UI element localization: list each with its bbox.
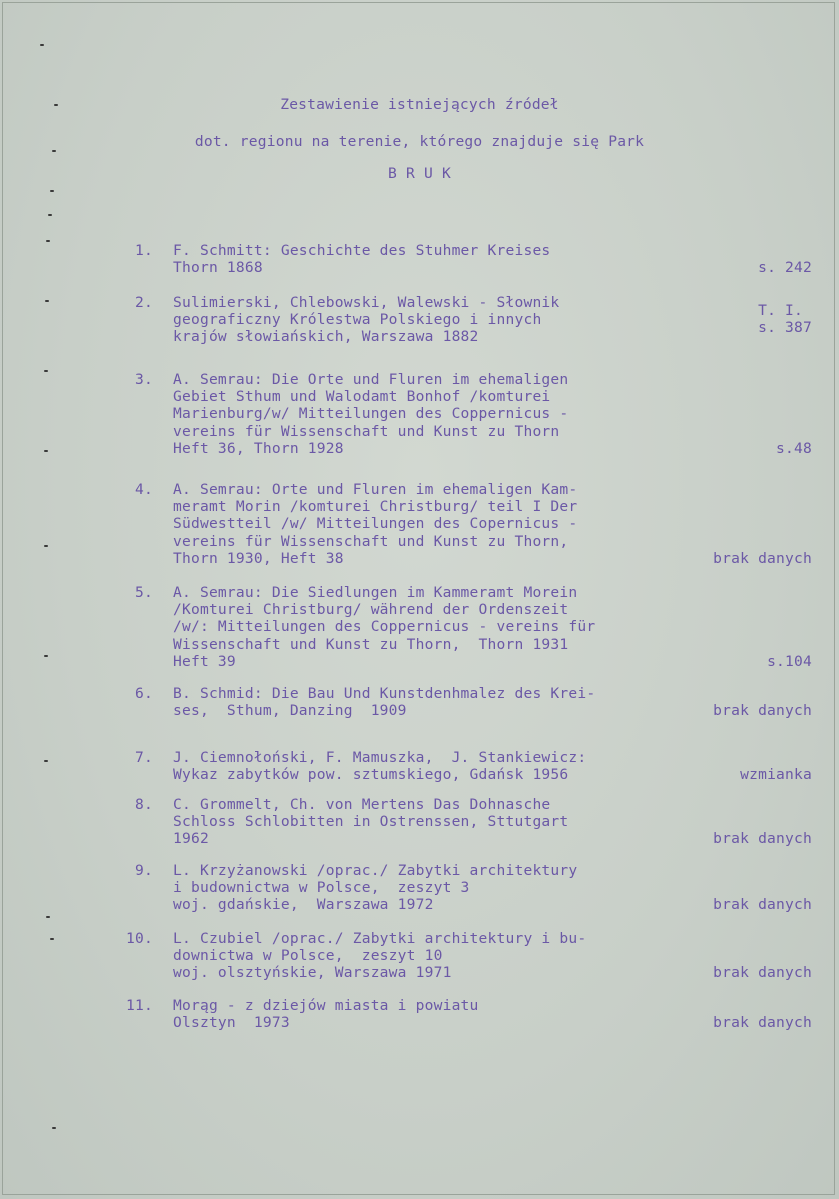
entry-line: 1962 xyxy=(173,830,209,848)
entry-reference xyxy=(713,896,812,913)
entry-line: /Komturei Christburg/ während der Ordenszeit xyxy=(173,601,569,619)
entry-line: F. Schmitt: Geschichte des Stuhmer Kreises xyxy=(173,242,551,259)
reference-line: brak danych xyxy=(713,1014,812,1032)
entry-line: Morąg - z dziejów miasta i powiatu xyxy=(173,997,479,1014)
entry-line: Heft 39 xyxy=(173,652,236,670)
entry-text xyxy=(173,796,568,848)
margin-dot xyxy=(40,44,44,46)
entry-line: downictwa w Polsce, zeszyt 10 xyxy=(173,947,443,965)
entry-number: 8. xyxy=(135,796,153,813)
entry-line: ses, Sthum, Danzing 1909 xyxy=(173,702,407,720)
entry-reference xyxy=(713,550,812,567)
margin-dot xyxy=(48,214,52,216)
reference-line: s. 387 xyxy=(758,319,812,337)
entry-line: krajów słowiańskich, Warszawa 1882 xyxy=(173,328,479,346)
reference-line: wzmianka xyxy=(740,766,812,784)
entry-text xyxy=(173,584,595,670)
entry-number: 7. xyxy=(135,749,153,766)
entry-line: /w/: Mitteilungen des Coppernicus - vereins für xyxy=(173,618,596,636)
entry-line: Südwestteil /w/ Mitteilungen des Copernicus - xyxy=(173,515,578,533)
entry-line: B. Schmid: Die Bau Und Kunstdenhmalez des Krei- xyxy=(173,685,596,702)
entry-text xyxy=(173,749,586,783)
entry-line: A. Semrau: Die Orte und Fluren im ehemaligen xyxy=(173,371,569,388)
entry-line: i budownictwa w Polsce, zeszyt 3 xyxy=(173,879,470,897)
reference-line: s.48 xyxy=(776,439,812,457)
margin-dot xyxy=(46,916,50,918)
margin-dot xyxy=(50,190,54,192)
margin-dot xyxy=(46,240,50,242)
entry-reference xyxy=(713,1014,812,1031)
margin-dot xyxy=(44,545,48,547)
reference-line: brak danych xyxy=(713,896,812,914)
entry-line: meramt Morin /komturei Christburg/ teil I Der xyxy=(173,498,578,516)
entry-line: Thorn 1868 xyxy=(173,259,263,277)
reference-line: brak danych xyxy=(713,964,812,982)
entry-line: vereins für Wissenschaft und Kunst zu Thorn, xyxy=(173,532,569,550)
entry-text xyxy=(173,862,577,914)
margin-dot xyxy=(44,370,48,372)
entry-reference xyxy=(713,830,812,847)
entry-reference xyxy=(713,702,812,719)
entry-line: Gebiet Sthum und Walodamt Bonhof /komturei xyxy=(173,388,551,406)
entry-line: woj. olsztyńskie, Warszawa 1971 xyxy=(173,964,452,982)
margin-dot xyxy=(44,760,48,762)
margin-dot xyxy=(52,1127,56,1129)
entry-line: Sulimierski, Chlebowski, Walewski - Słownik xyxy=(173,294,560,311)
reference-line: brak danych xyxy=(713,549,812,567)
reference-line: brak danych xyxy=(713,702,812,720)
margin-dot xyxy=(45,300,49,302)
margin-dot xyxy=(44,655,48,657)
entry-line: Wissenschaft und Kunst zu Thorn, Thorn 1931 xyxy=(173,635,569,653)
entry-number: 5. xyxy=(135,584,153,601)
reference-line: s. 242 xyxy=(758,259,812,277)
entry-reference xyxy=(767,653,812,670)
entry-reference xyxy=(758,302,812,336)
entry-reference xyxy=(740,766,812,783)
entry-reference xyxy=(758,259,812,276)
entry-text xyxy=(173,481,577,567)
entry-text xyxy=(173,294,559,346)
entry-number: 3. xyxy=(135,371,153,388)
entry-text xyxy=(173,242,550,276)
entry-text xyxy=(173,997,479,1031)
entry-line: Olsztyn 1973 xyxy=(173,1014,290,1032)
reference-line: brak danych xyxy=(713,830,812,848)
entry-number: 4. xyxy=(135,481,153,498)
entry-line: Heft 36, Thorn 1928 xyxy=(173,439,344,457)
entry-number: 1. xyxy=(135,242,153,259)
entry-line: C. Grommelt, Ch. von Mertens Das Dohnasche xyxy=(173,796,551,813)
entry-line: woj. gdańskie, Warszawa 1972 xyxy=(173,896,434,914)
entry-text xyxy=(173,685,595,719)
entry-text xyxy=(173,930,586,982)
entry-reference xyxy=(713,964,812,981)
entry-line: Schloss Schlobitten in Ostrenssen, Sttutgart xyxy=(173,813,569,831)
document-park-name: B R U K xyxy=(388,165,451,182)
document-subtitle: dot. regionu na terenie, którego znajduje się Park xyxy=(194,133,645,150)
entry-line: L. Czubiel /oprac./ Zabytki architektury i bu- xyxy=(173,930,587,947)
entry-number: 11. xyxy=(126,997,153,1014)
entry-text xyxy=(173,371,568,457)
document-title: Zestawienie istniejących źródeł xyxy=(280,96,559,113)
entry-number: 6. xyxy=(135,685,153,702)
entry-line: A. Semrau: Die Siedlungen im Kammeramt Morein xyxy=(173,584,578,601)
margin-dot xyxy=(44,450,48,452)
entry-line: Thorn 1930, Heft 38 xyxy=(173,549,344,567)
entry-line: Wykaz zabytków pow. sztumskiego, Gdańsk 1956 xyxy=(173,766,569,784)
entry-number: 2. xyxy=(135,294,153,311)
entry-line: geograficzny Królestwa Polskiego i innych xyxy=(173,311,542,329)
reference-line: s.104 xyxy=(767,652,812,670)
entry-line: L. Krzyżanowski /oprac./ Zabytki architektury xyxy=(173,862,578,879)
entry-line: A. Semrau: Orte und Fluren im ehemaligen Kam- xyxy=(173,481,578,498)
entry-line: vereins für Wissenschaft und Kunst zu Thorn xyxy=(173,422,560,440)
margin-dot xyxy=(50,938,54,940)
entry-line: J. Ciemnołoński, F. Mamuszka, J. Stankiewicz: xyxy=(173,749,587,766)
entry-line: Marienburg/w/ Mitteilungen des Coppernicus - xyxy=(173,405,569,423)
reference-line: T. I. xyxy=(758,302,804,319)
entry-reference xyxy=(776,440,812,457)
entry-number: 10. xyxy=(126,930,153,947)
entry-number: 9. xyxy=(135,862,153,879)
margin-dot xyxy=(52,150,56,152)
